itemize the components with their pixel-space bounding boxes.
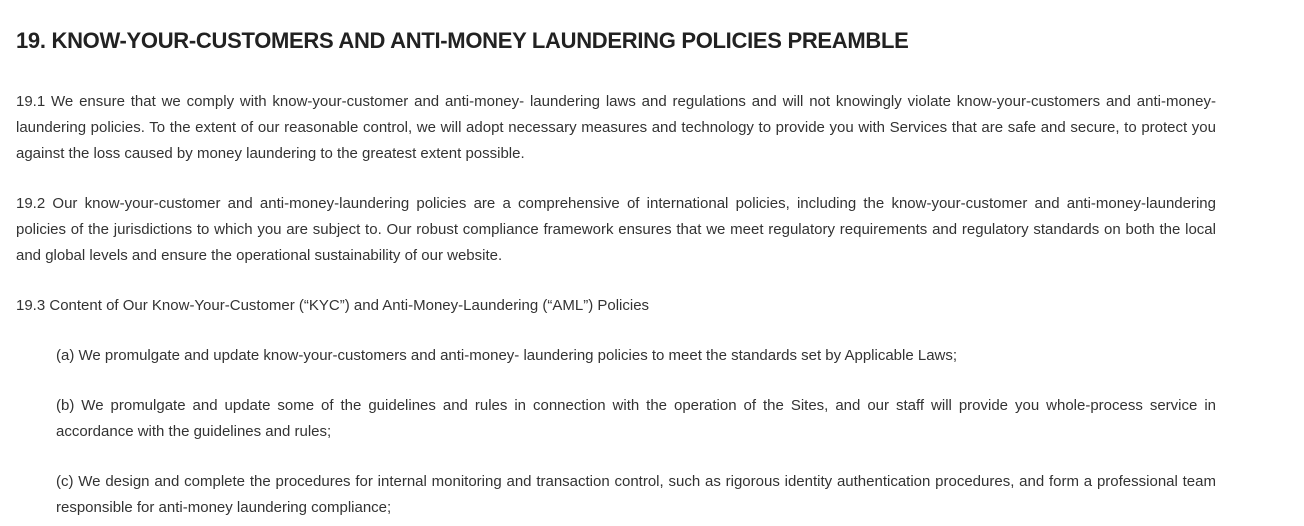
subitem-b: (b) We promulgate and update some of the guidelines and rules in connection with the operation of the Sites, and our staff will provide you whole-process service in accordance with the guidelines and rules;	[56, 397, 1216, 440]
paragraph-19-2: 19.2 Our know-your-customer and anti-money-laundering policies are a comprehensive of international policies, including the know-your-customer and anti-money-laundering policies of the jurisdictions to which you are subject to. Our robust compliance framework ensures that we meet regulatory requirements and regulatory standards on both the local and global levels and ensure the operational sustainability of our website.	[16, 195, 1216, 264]
section-heading: 19. KNOW-YOUR-CUSTOMERS AND ANTI-MONEY LAUNDERING POLICIES PREAMBLE	[16, 28, 909, 53]
subitem-c: (c) We design and complete the procedures for internal monitoring and transaction control, such as rigorous identity authentication procedures, and form a professional team responsible for anti-money laundering compliance;	[56, 473, 1216, 516]
paragraph-19-1: 19.1 We ensure that we comply with know-your-customer and anti-money- laundering laws and regulations and will not knowingly violate know-your-customers and anti-money-laundering policies. To the extent of our reasonable control, we will adopt necessary measures and technology to provide you with Services that are safe and secure, to protect you against the loss caused by money laundering to the greatest extent possible.	[16, 93, 1216, 162]
subitem-a: (a) We promulgate and update know-your-customers and anti-money- laundering policies to meet the standards set by Applicable Laws;	[56, 347, 958, 364]
paragraph-19-3: 19.3 Content of Our Know-Your-Customer (“KYC”) and Anti-Money-Laundering (“AML”) Policies	[16, 297, 650, 314]
